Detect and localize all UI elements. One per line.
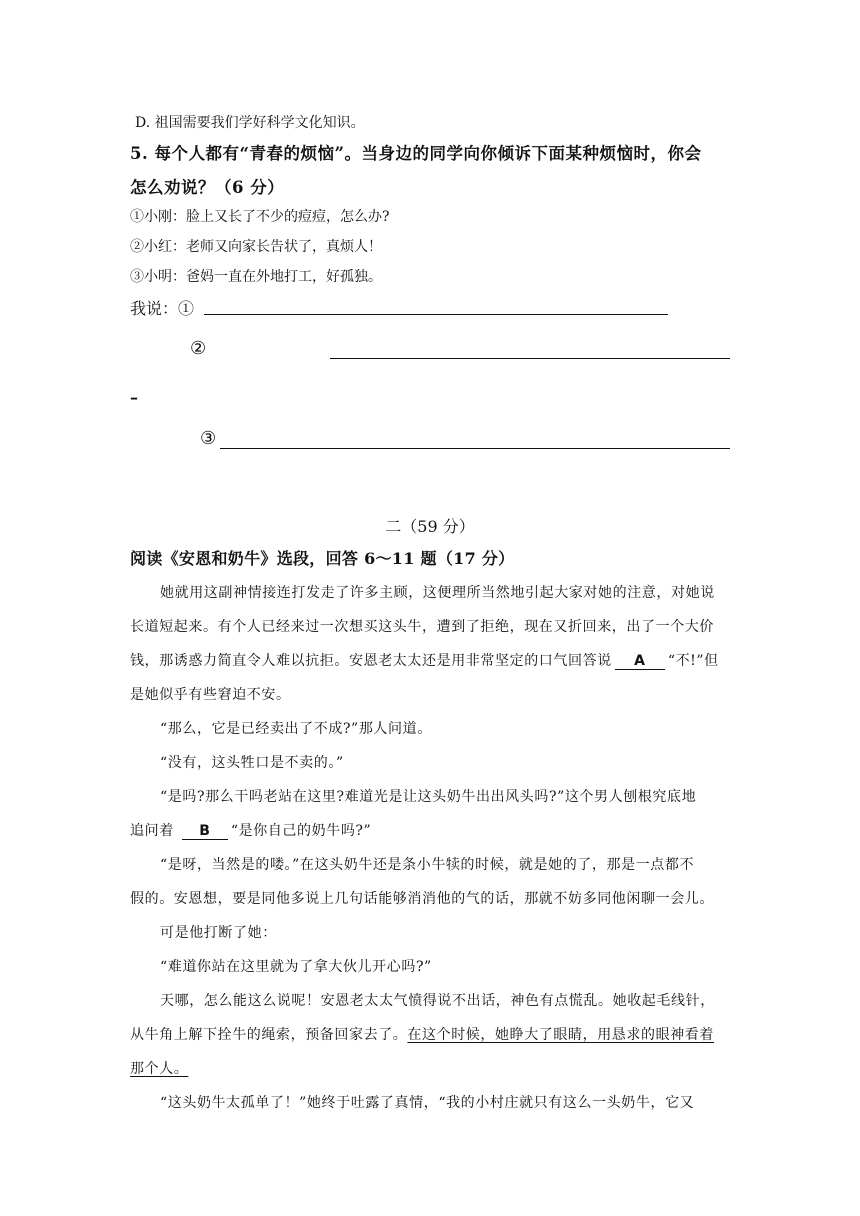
passage-p1-line1: 她就用这副神情接连打发走了许多主顾，这便理所当然地引起大家对她的注意，对她说 <box>160 585 715 601</box>
answer-mark-3: ③ <box>200 428 217 449</box>
answer-line-3[interactable] <box>220 448 730 449</box>
passage-p1-line2: 长道短起来。有个人已经来过一次想买这头牛，遭到了拒绝，现在又折回来，出了一个大价 <box>130 619 714 635</box>
passage-p1-line3-post: “不!”但 <box>667 653 719 669</box>
passage-p4-line2-post: “是你自己的奶牛吗?” <box>230 823 372 839</box>
passage-p4-line1: “是吗?那么干吗老站在这里?难道光是让这头奶牛出出风头吗?”这个男人刨根究底地 <box>160 789 697 805</box>
blank-a[interactable]: A <box>615 653 665 670</box>
question-5-line2: 怎么劝说？（6 分） <box>130 178 285 197</box>
passage-p8-line3-underlined: 那个人。 <box>130 1061 189 1077</box>
section-2-title: 二（59 分） <box>385 517 475 536</box>
answer-line-1[interactable] <box>204 314 668 315</box>
passage-p2: “那么，它是已经卖出了不成?”那人问道。 <box>160 721 432 737</box>
passage-p3: “没有，这头牲口是不卖的。” <box>160 755 344 771</box>
passage-p9: “这头奶牛太孤单了！”她终于吐露了真情，“我的小村庄就只有这么一头奶牛，它又 <box>160 1095 695 1111</box>
passage-p7: “难道你站在这里就为了拿大伙儿开心吗?” <box>160 959 432 975</box>
answer-label: 我说：① <box>130 299 195 318</box>
question-5-line1: 5. 每个人都有“青春的烦恼”。当身边的同学向你倾诉下面某种烦恼时，你会 <box>130 144 702 163</box>
answer-line-2[interactable] <box>330 358 730 359</box>
q5-item-3: ③小明：爸妈一直在外地打工，好孤独。 <box>130 269 382 285</box>
q5-item-1: ①小刚：脸上又长了不少的痘痘，怎么办? <box>130 209 390 225</box>
stray-dash: – <box>130 388 138 407</box>
q5-item-2: ②小红：老师又向家长告状了，真烦人！ <box>130 239 382 255</box>
passage-p5-line2: 假的。安恩想，要是同他多说上几句话能够消消他的气的话，那就不妨多同他闲聊一会儿。 <box>130 891 714 907</box>
blank-b[interactable]: B <box>182 823 228 840</box>
passage-p8-line1: 天哪，怎么能这么说呢！安恩老太太气愤得说不出话，神色有点慌乱。她收起毛线针， <box>160 993 715 1009</box>
passage-p1-line4: 是她似乎有些窘迫不安。 <box>130 687 291 703</box>
passage-p8-line2-pre: 从牛角上解下拴牛的绳索，预备回家去了。 <box>130 1027 408 1043</box>
passage-p5-line1: “是呀，当然是的喽。”在这头奶牛还是条小牛犊的时候，就是她的了，那是一点都不 <box>160 857 695 873</box>
passage-p6: 可是他打断了她： <box>160 925 277 941</box>
passage-p1-line3 <box>130 650 719 670</box>
passage-p8-line2 <box>130 1024 714 1044</box>
option-d: D. 祖国需要我们学好科学文化知识。 <box>135 115 365 131</box>
passage-p8-line2-underlined: 在这个时候，她睁大了眼睛，用恳求的眼神看着 <box>407 1027 715 1043</box>
answer-mark-2: ② <box>190 338 207 359</box>
passage-p1-line3-pre: 钱，那诱惑力简直令人难以抗拒。安恩老太太还是用非常坚定的口气回答说 <box>130 653 612 669</box>
passage-p4-line2-pre: 追问着 <box>130 823 174 839</box>
passage-p4-line2 <box>130 820 371 840</box>
section-2-prompt: 阅读《安恩和奶牛》选段，回答 6～11 题（17 分） <box>130 549 515 568</box>
